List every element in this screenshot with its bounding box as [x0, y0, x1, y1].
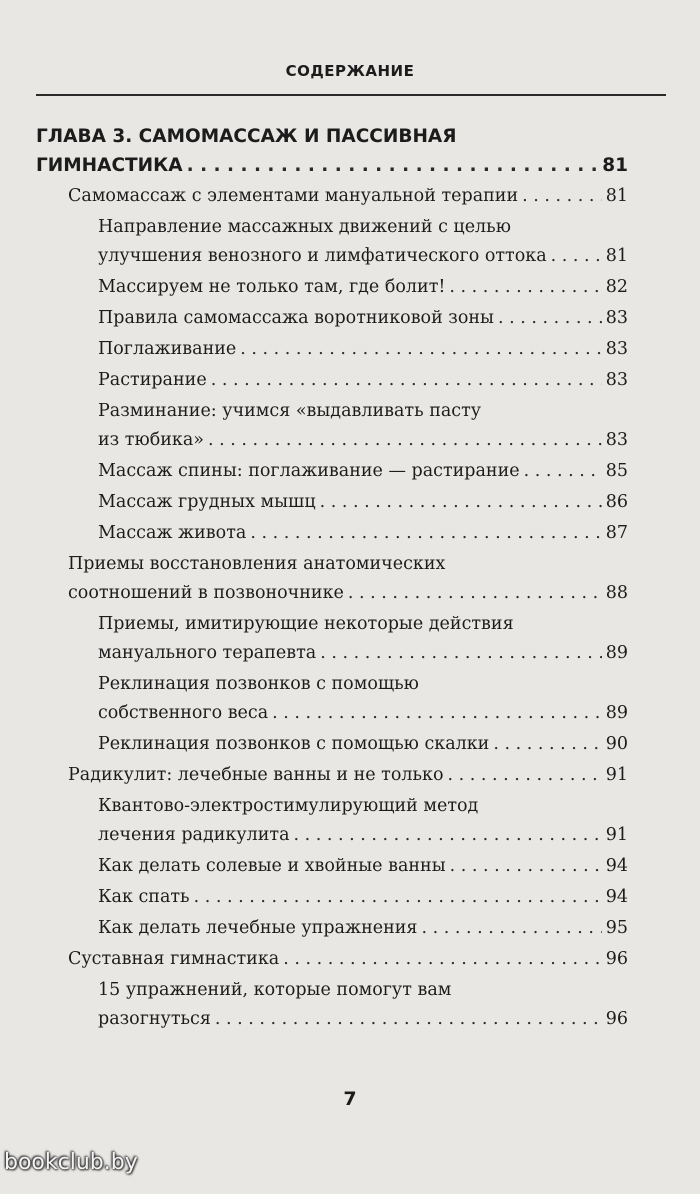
page-number: 88	[605, 583, 628, 603]
leader-dots	[522, 182, 602, 211]
page-number: 91	[605, 825, 628, 845]
leader-dots	[320, 639, 602, 668]
page-number: 86	[605, 492, 628, 512]
page-number: 89	[605, 703, 628, 723]
page-number: 85	[605, 461, 628, 481]
leader-dots	[450, 852, 602, 881]
page-number: 83	[605, 430, 628, 450]
entry-title-line: собственного веса	[98, 703, 269, 723]
entry-title-line: разогнуться	[98, 1009, 211, 1029]
leader-dots	[421, 914, 601, 943]
entry-title-line: Массаж грудных мышц	[98, 492, 316, 512]
leader-dots	[498, 304, 602, 333]
toc-subsection	[98, 273, 628, 302]
header-rule	[36, 94, 666, 96]
page-number: 96	[605, 1009, 628, 1029]
page-folio: 7	[343, 1088, 357, 1110]
chapter-title-line1: ГЛАВА 3. САМОМАССАЖ И ПАССИВНАЯ	[36, 126, 457, 147]
page-number: 81	[602, 155, 628, 176]
leader-dots	[449, 273, 601, 302]
leader-dots	[348, 579, 602, 608]
page-number: 90	[605, 734, 628, 754]
entry-title-line: Радикулит: лечебные ванны и не только	[68, 765, 444, 785]
leader-dots	[211, 366, 602, 395]
toc-subsection	[98, 976, 628, 1034]
entry-title-line: Разминание: учимся «выдавливать пасту	[98, 401, 482, 421]
toc-subsection	[98, 519, 628, 548]
watermark: bookclub.by	[4, 1150, 138, 1175]
entry-title-line: Реклинация позвонков с помощью скалки	[98, 734, 490, 754]
chapter-title-line2: ГИМНАСТИКА	[36, 155, 183, 176]
leader-dots	[272, 699, 602, 728]
toc-subsection	[98, 610, 628, 668]
page-number: 89	[605, 643, 628, 663]
entry-title-line: Массаж живота	[98, 523, 247, 543]
entry-title-line: Направление массажных движений с целью	[98, 217, 511, 237]
page-number: 81	[605, 246, 628, 266]
toc-subsection	[98, 457, 628, 486]
toc-subsection	[98, 335, 628, 364]
entry-title-line: соотношений в позвоночнике	[68, 583, 344, 603]
toc-entries	[0, 182, 700, 1034]
leader-dots	[283, 945, 602, 974]
entry-title-line: Поглаживание	[98, 339, 237, 359]
toc-subsection	[98, 730, 628, 759]
page-number: 83	[605, 308, 628, 328]
entry-title-line: Правила самомассажа воротниковой зоны	[98, 308, 494, 328]
toc-section	[68, 945, 628, 974]
toc-subsection	[98, 304, 628, 333]
entry-title-line: 15 упражнений, которые помогут вам	[98, 980, 452, 1000]
entry-title-line: улучшения венозного и лимфатического оттока	[98, 246, 547, 266]
toc-subsection	[98, 397, 628, 455]
entry-title-line: Массируем не только там, где болит!	[98, 277, 446, 297]
page-number: 87	[605, 523, 628, 543]
toc-section	[68, 182, 628, 211]
toc-subsection	[98, 670, 628, 728]
toc-subsection	[98, 488, 628, 517]
toc-section	[68, 761, 628, 790]
leader-dots	[320, 488, 602, 517]
toc-subsection	[98, 852, 628, 881]
leader-dots	[524, 457, 602, 486]
page-number: 83	[605, 339, 628, 359]
entry-title-line: Самомассаж с элементами мануальной терапии	[68, 186, 519, 206]
leader-dots	[448, 761, 602, 790]
entry-title-line: Реклинация позвонков с помощью	[98, 674, 419, 694]
leader-dots	[187, 151, 599, 180]
leader-dots	[493, 730, 601, 759]
entry-title-line: Приемы, имитирующие некоторые действия	[98, 614, 514, 634]
toc-subsection	[98, 914, 628, 943]
toc-subsection	[98, 366, 628, 395]
leader-dots	[551, 242, 602, 271]
entry-title-line: Как делать солевые и хвойные ванны	[98, 856, 446, 876]
toc-subsection	[98, 213, 628, 271]
page-number: 81	[605, 186, 628, 206]
toc-section	[68, 550, 628, 608]
leader-dots	[250, 519, 601, 548]
page-number: 95	[605, 918, 628, 938]
entry-title-line: из тюбика»	[98, 430, 204, 450]
entry-title-line: мануального терапевта	[98, 643, 317, 663]
leader-dots	[194, 883, 602, 912]
page-number: 94	[605, 887, 628, 907]
entry-title-line: Приемы восстановления анатомических	[68, 554, 446, 574]
running-head: СОДЕРЖАНИЕ	[285, 62, 415, 80]
entry-title-line: Суставная гимнастика	[68, 949, 280, 969]
table-of-contents	[0, 122, 700, 1034]
entry-title-line: Как спать	[98, 887, 190, 907]
entry-title-line: Как делать лечебные упражнения	[98, 918, 418, 938]
toc-chapter	[36, 122, 628, 180]
page-number: 94	[605, 856, 628, 876]
entry-title-line: лечения радикулита	[98, 825, 290, 845]
entry-title-line: Растирание	[98, 370, 207, 390]
leader-dots	[208, 426, 602, 455]
toc-subsection	[98, 883, 628, 912]
page-number: 82	[605, 277, 628, 297]
toc-subsection	[98, 792, 628, 850]
leader-dots	[294, 821, 602, 850]
leader-dots	[215, 1005, 602, 1034]
page-number: 83	[605, 370, 628, 390]
page-number: 91	[605, 765, 628, 785]
entry-title-line: Массаж спины: поглаживание — растирание	[98, 461, 520, 481]
page-number: 96	[605, 949, 628, 969]
leader-dots	[240, 335, 601, 364]
entry-title-line: Квантово-электростимулирующий метод	[98, 796, 479, 816]
